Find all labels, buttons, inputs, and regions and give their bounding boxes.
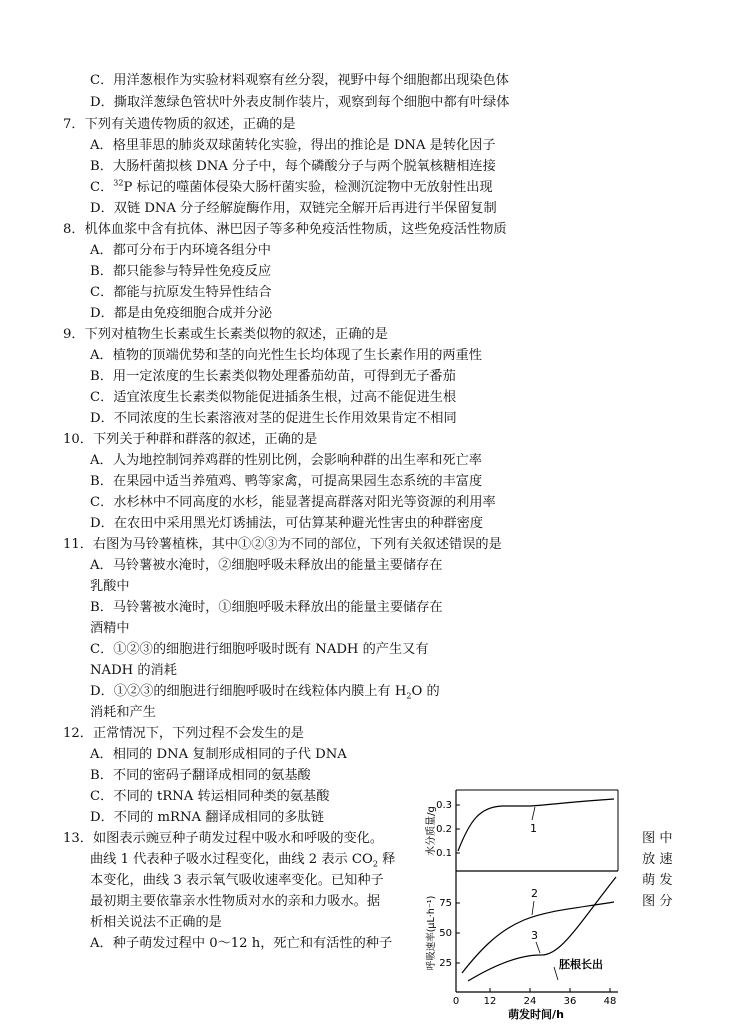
answer-option: B．都只能参与特异性免疫反应	[90, 264, 272, 279]
question-stem: 11．右图为马铃薯植株，其中①②③为不同的部位，下列有关叙述错误的是	[63, 537, 502, 552]
answer-option: D．在农田中采用黑光灯诱捕法，可估算某种避光性害虫的种群密度	[90, 516, 484, 531]
x-axis-label: 萌发时间/h	[508, 1008, 564, 1021]
answer-option: C．水杉林中不同高度的水杉，能显著提高群落对阳光等资源的利用率	[90, 495, 496, 510]
curve-2-label: 2	[531, 887, 538, 900]
answer-option: A．植物的顶端优势和茎的向光性生长均体现了生长素作用的两重性	[90, 348, 482, 363]
text-continuation: NADH 的消耗	[90, 663, 177, 678]
top-tick-label: 0.2	[436, 824, 452, 835]
bottom-tick-label: 50	[439, 928, 452, 939]
question-stem: 12．正常情况下，下列过程不会发生的是	[63, 726, 304, 741]
top-tick-label: 0.1	[436, 848, 452, 859]
germination-graph	[418, 785, 626, 1021]
curve-1-label: 1	[530, 822, 537, 835]
curve-3-leader	[536, 942, 540, 953]
top-ylabel: 水分质量/g	[426, 806, 437, 856]
right-fragment-2: 放 速	[642, 852, 673, 867]
answer-option: A．都可分布于内环境各组分中	[90, 243, 271, 258]
x-tick-label: 36	[563, 996, 577, 1007]
answer-option: D．撕取洋葱绿色管状叶外表皮制作装片，观察到每个细胞中都有叶绿体	[90, 95, 510, 110]
curve-1-leader	[532, 807, 535, 820]
answer-option: C．用洋葱根作为实验材料观察有丝分裂，视野中每个细胞都出现染色体	[90, 73, 509, 88]
answer-option: D．不同浓度的生长素溶液对茎的促进生长作用效果肯定不相同	[90, 411, 457, 426]
answer-option: C．不同的 tRNA 转运相同种类的氨基酸	[90, 789, 330, 804]
answer-option: A．相同的 DNA 复制形成相同的子代 DNA	[90, 747, 347, 762]
answer-option: C．都能与抗原发生特异性结合	[90, 285, 272, 300]
q13-line-2: 曲线 1 代表种子吸水过程变化，曲线 2 表示 $CO_2$ 释	[90, 852, 396, 869]
answer-option: D．双链 DNA 分子经解旋酶作用，双链完全解开后再进行半保留复制	[90, 201, 497, 216]
x-tick-label: 48	[603, 996, 617, 1007]
answer-option: A．人为地控制饲养鸡群的性别比例，会影响种群的出生率和死亡率	[90, 453, 482, 468]
text-continuation: 消耗和产生	[90, 705, 156, 720]
q11-option-d: D．①②③的细胞进行细胞呼吸时在线粒体内膜上有 $H_2O$ 的	[90, 684, 440, 701]
answer-option: B．用一定浓度的生长素类似物处理番茄幼苗，可得到无子番茄	[90, 369, 456, 384]
question-stem: 8．机体血浆中含有抗体、淋巴因子等多种免疫活性物质，这些免疫活性物质	[63, 222, 507, 237]
answer-option: B．不同的密码子翻译成相同的氨基酸	[90, 768, 311, 783]
text-continuation: 最初期主要依靠亲水性物质对水的亲和力吸水。据	[90, 894, 381, 909]
right-fragment-4: 图 分	[642, 894, 673, 909]
answer-option: C．①②③的细胞进行细胞呼吸时既有 NADH 的产生又有	[90, 642, 429, 657]
answer-option: A．格里菲思的肺炎双球菌转化实验，得出的推论是 DNA 是转化因子	[90, 138, 496, 153]
text-continuation: 乳酸中	[90, 579, 130, 594]
question-stem: 13．如图表示豌豆种子萌发过程中吸水和呼吸的变化。	[63, 831, 384, 846]
text-continuation: 本变化，曲线 3 表示氧气吸收速率变化。已知种子	[90, 873, 384, 888]
text-continuation: 酒精中	[90, 621, 130, 636]
curve-3-label: 3	[531, 929, 538, 942]
right-fragment-3: 萌 发	[642, 873, 673, 888]
top-tick-label: 0.3	[436, 800, 452, 811]
x-tick-label: 12	[483, 996, 497, 1007]
question-stem: 10．下列关于种群和群落的叙述，正确的是	[63, 432, 318, 447]
bottom-ylabel: 呼吸速率(μL·h⁻¹)	[426, 895, 437, 971]
question-stem: 7．下列有关遗传物质的叙述，正确的是	[63, 117, 296, 132]
answer-option: B．马铃薯被水淹时，①细胞呼吸未释放出的能量主要储存在	[90, 600, 443, 615]
answer-option: A．马铃薯被水淹时，②细胞呼吸未释放出的能量主要储存在	[90, 558, 443, 573]
answer-option: D．不同的 mRNA 翻译成相同的多肽链	[90, 810, 324, 825]
bottom-tick-label: 75	[439, 898, 452, 909]
radicle-annotation: 胚根长出	[559, 958, 603, 971]
answer-option: B．在果园中适当养殖鸡、鸭等家禽，可提高果园生态系统的丰富度	[90, 474, 483, 489]
question-stem: 9．下列对植物生长素或生长素类似物的叙述，正确的是	[63, 327, 388, 342]
bottom-tick-label: 25	[439, 958, 452, 969]
answer-option: C．适宜浓度生长素类似物能促进插条生根，过高不能促进生根	[90, 390, 457, 405]
answer-option: B．大肠杆菌拟核 DNA 分子中，每个磷酸分子与两个脱氧核糖相连接	[90, 159, 496, 174]
right-fragment-1: 图 中	[642, 831, 673, 846]
text-continuation: A．种子萌发过程中 0～12 h，死亡和有活性的种子	[90, 936, 393, 951]
answer-option: D．都是由免疫细胞合成并分泌	[90, 306, 273, 321]
text-continuation: 析相关说法不正确的是	[90, 915, 222, 930]
germination-figure	[418, 785, 626, 1021]
x-tick-label: 0	[452, 996, 460, 1007]
q7-option-c: C．$^{32}$P 标记的噬菌体侵染大肠杆菌实验，检测沉淀物中无放射性出现	[90, 178, 493, 195]
annotation-leader	[554, 967, 558, 980]
x-tick-label: 24	[523, 996, 537, 1007]
curve-2-leader	[532, 901, 534, 915]
